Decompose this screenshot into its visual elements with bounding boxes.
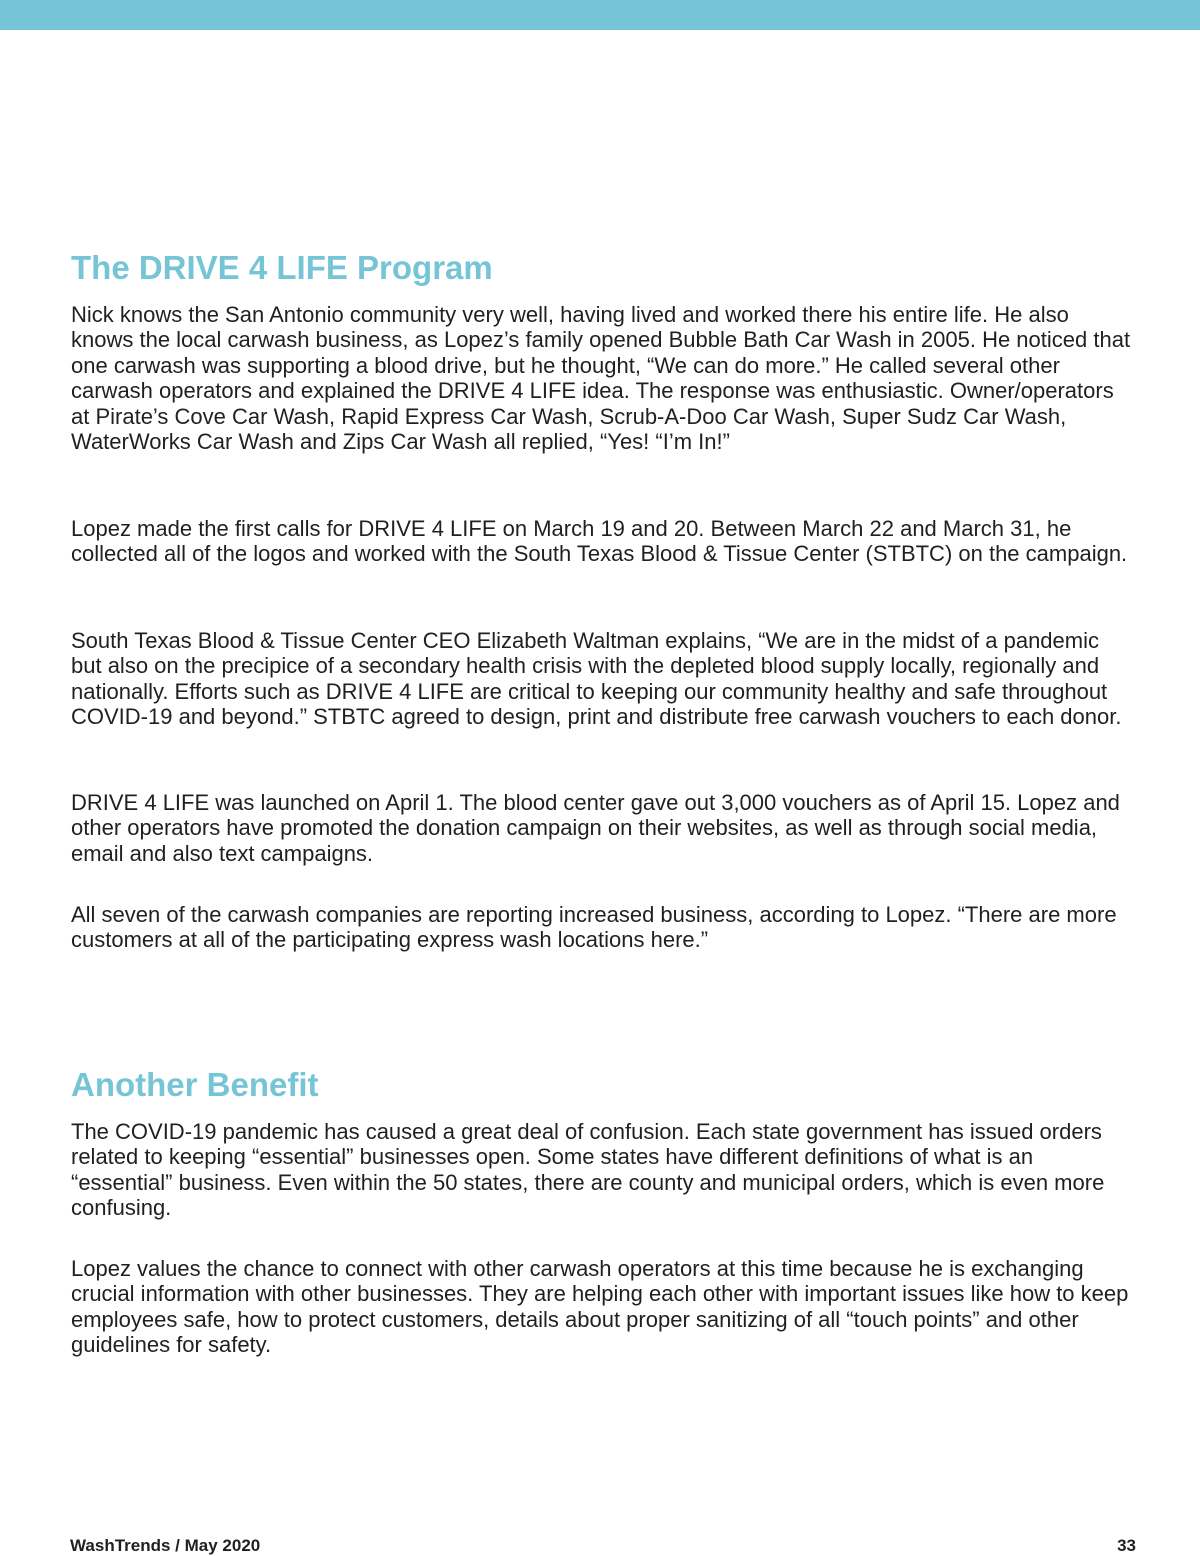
paragraph: The COVID-19 pandemic has caused a great deal of confusion. Each state government has issued orders related to keeping “essential” businesses open. Some states have different definitions of what is an “essential” business. Even within the 50 states, there are county and municipal orders, which is even more confusing. bbox=[71, 1119, 1105, 1221]
paragraph: South Texas Blood & Tissue Center CEO Elizabeth Waltman explains, “We are in the midst of a pandemic but also on the precipice of a secondary health crisis with the depleted blood supply locally, regionally and nationally. Efforts such as DRIVE 4 LIFE are critical to keeping our community healthy and safe throughout COVID-19 and beyond.” STBTC agreed to design, print and distribute free carwash vouchers to each donor. bbox=[71, 628, 1122, 730]
paragraph: Lopez values the chance to connect with other carwash operators at this time because he is exchanging crucial information with other businesses. They are helping each other with important issues like how to keep employees safe, how to protect customers, details about proper sanitizing of all “touch points” and other guidelines for safety. bbox=[71, 1256, 1129, 1358]
section-heading-another-benefit: Another Benefit bbox=[71, 1066, 319, 1103]
paragraph: Nick knows the San Antonio community very well, having lived and worked there his entire life. He also knows the local carwash business, as Lopez’s family opened Bubble Bath Car Wash in 2005. He noticed that one carwash was supporting a blood drive, but he thought, “We can do more.” He called several other carwash operators and explained the DRIVE 4 LIFE idea. The response was enthusiastic. Owner/operators at Pirate’s Cove Car Wash, Rapid Express Car Wash, Scrub-A-Doo Car Wash, Super Sudz Car Wash, WaterWorks Car Wash and Zips Car Wash all replied, “Yes! “I’m In!” bbox=[71, 302, 1131, 455]
paragraph: DRIVE 4 LIFE was launched on April 1. The blood center gave out 3,000 vouchers as of April 15. Lopez and other operators have promoted the donation campaign on their websites, as well as through social media, email and also text campaigns. bbox=[71, 790, 1120, 866]
paragraph: All seven of the carwash companies are reporting increased business, according to Lopez. “There are more customers at all of the participating express wash locations here.” bbox=[71, 902, 1117, 953]
section-heading-drive-4-life: The DRIVE 4 LIFE Program bbox=[71, 249, 493, 286]
paragraph: Lopez made the first calls for DRIVE 4 LIFE on March 19 and 20. Between March 22 and March 31, he collected all of the logos and worked with the South Texas Blood & Tissue Center (STBTC) on the campaign. bbox=[71, 516, 1128, 567]
page-number: 33 bbox=[1117, 1536, 1136, 1555]
top-accent-band bbox=[0, 0, 1200, 30]
footer-publication: WashTrends / May 2020 bbox=[70, 1536, 261, 1555]
